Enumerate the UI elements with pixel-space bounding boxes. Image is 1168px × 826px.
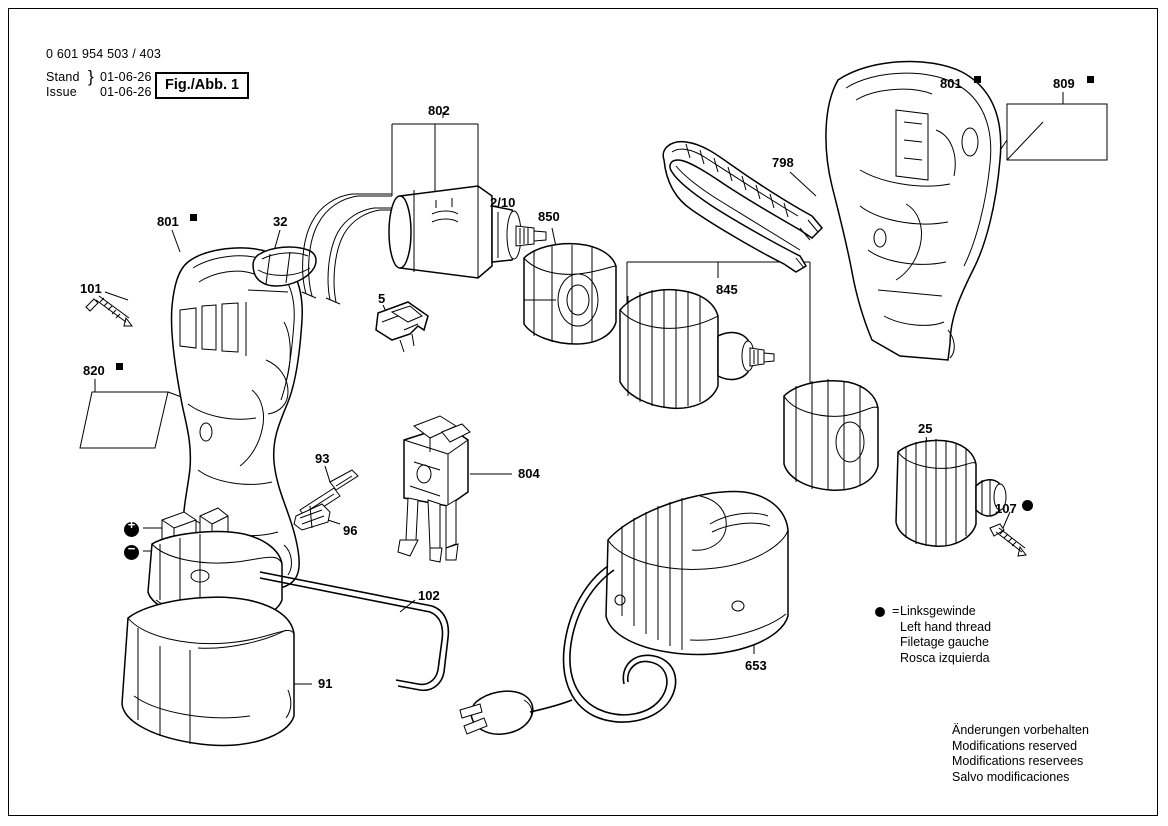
part-number: 0 601 954 503 / 403: [46, 47, 162, 61]
legend-equals: =: [892, 604, 900, 618]
issue-label: Issue: [46, 85, 77, 99]
battery-plus-label: +: [127, 517, 136, 532]
callout-850: 850: [538, 209, 560, 224]
issue-date: 01-06-26: [100, 85, 152, 99]
brush-holder-802: [302, 194, 400, 304]
motor-2-10: [389, 186, 546, 278]
chuck-25: [896, 439, 1026, 556]
switch-assembly-804: [398, 416, 470, 562]
charger-653: [460, 492, 788, 735]
callout-653: 653: [745, 658, 767, 673]
gear-housing-850: [524, 244, 616, 344]
figure-label: Fig./Abb. 1: [155, 72, 249, 99]
callout-801-left: 801: [157, 214, 179, 229]
footer-disclaimer: [952, 723, 1089, 785]
callout-5: 5: [378, 291, 386, 306]
footer-line-en: Modifications reserved: [952, 738, 1078, 753]
gearbox-845: [620, 289, 774, 408]
callout-845: 845: [716, 282, 738, 297]
callout-804: 804: [518, 466, 540, 481]
clutch-collar: [784, 379, 878, 490]
legend-text: [900, 604, 991, 666]
footer-line-es: Salvo modificaciones: [952, 769, 1070, 784]
square-marker-801-left: [190, 214, 197, 221]
switch-plate-5: [376, 302, 428, 352]
footer-line-fr: Modifications reservees: [952, 754, 1084, 768]
callout-25: 25: [918, 421, 933, 436]
screw-101: [86, 296, 132, 326]
callout-107: 107: [995, 501, 1017, 516]
date-brace: }: [88, 67, 94, 86]
stand-date: 01-06-26: [100, 70, 152, 84]
callout-802: 802: [428, 103, 450, 118]
square-marker-801-top: [974, 76, 981, 83]
legend-line-fr: Filetage gauche: [900, 635, 989, 649]
legend-dot-icon: [875, 607, 885, 617]
left-hand-thread-dot-107: [1022, 500, 1033, 511]
callout-32: 32: [273, 214, 288, 229]
callout-820: 820: [83, 363, 105, 378]
legend-line-es: Rosca izquierda: [900, 650, 990, 665]
battery-91: [122, 508, 294, 745]
housing-right-half: [826, 62, 1001, 360]
callout-101: 101: [80, 281, 102, 296]
legend-line-en: Left hand thread: [900, 619, 992, 634]
callout-801-top: 801: [940, 76, 962, 91]
square-marker-820: [116, 363, 123, 370]
belt-clip-32: [253, 247, 316, 286]
callout-96: 96: [343, 523, 358, 538]
callout-798: 798: [772, 155, 794, 170]
callout-93: 93: [315, 451, 330, 466]
square-marker-809: [1087, 76, 1094, 83]
legend-line-de: Linksgewinde: [900, 604, 976, 618]
callout-91: 91: [318, 676, 333, 691]
footer-line-de: Änderungen vorbehalten: [952, 723, 1089, 737]
stand-label: Stand: [46, 70, 80, 84]
callout-2-10: 2/10: [490, 195, 516, 210]
battery-minus-label: −: [127, 541, 136, 556]
strap-798: [663, 142, 822, 272]
callout-102: 102: [418, 588, 440, 603]
callout-809: 809: [1053, 76, 1075, 91]
